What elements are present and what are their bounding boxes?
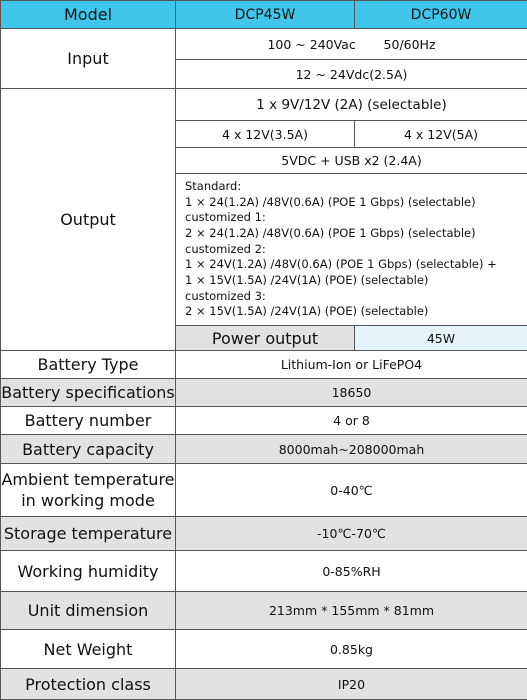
unit-dimension-value: 213mm * 155mm * 81mm xyxy=(176,592,527,630)
battery-spec-label: Battery specifications xyxy=(1,379,176,407)
battery-capacity-label: Battery capacity xyxy=(1,435,176,464)
output-ports-60w: 4 x 12V(5A) xyxy=(355,121,527,148)
output-option-line: 2 × 15V(1.5A) /24V(1A) (POE) (selectable) xyxy=(185,304,527,320)
output-main-value: 1 x 9V/12V (2A) (selectable) xyxy=(176,89,527,121)
storage-temperature-value: -10℃-70℃ xyxy=(176,517,527,551)
battery-type-value: Lithium-Ion or LiFePO4 xyxy=(176,351,527,379)
power-output-45w: 45W xyxy=(355,326,527,351)
output-option-line: 1 × 24(1.2A) /48V(0.6A) (POE 1 Gbps) (selectable) xyxy=(185,195,527,211)
output-ports-45w: 4 x 12V(3.5A) xyxy=(176,121,355,148)
power-output-label: Power output xyxy=(176,326,355,351)
output-option-line: 1 × 15V(1.5A) /24V(1A) (POE) (selectable) xyxy=(185,273,527,289)
input-dc-value: 12 ~ 24Vdc(2.5A) xyxy=(176,60,527,89)
battery-type-label: Battery Type xyxy=(1,351,176,379)
ambient-temperature-label-line-1: Ambient temperature xyxy=(1,469,175,490)
net-weight-label: Net Weight xyxy=(1,630,176,669)
battery-number-value: 4 or 8 xyxy=(176,407,527,435)
output-option-line: Standard: xyxy=(185,179,527,195)
net-weight-value: 0.85kg xyxy=(176,630,527,669)
ambient-temperature-label-line-2: in working mode xyxy=(1,490,175,511)
output-option-line: customized 1: xyxy=(185,210,527,226)
battery-number-label: Battery number xyxy=(1,407,176,435)
ambient-temperature-label xyxy=(1,464,176,517)
output-options xyxy=(176,174,527,326)
input-ac-value: 100 ~ 240Vac 50/60Hz xyxy=(176,29,527,60)
working-humidity-label: Working humidity xyxy=(1,551,176,592)
storage-temperature-label: Storage temperature xyxy=(1,517,176,551)
model-dcp60w: DCP60W xyxy=(355,1,527,29)
protection-class-value: IP20 xyxy=(176,669,527,700)
battery-capacity-value: 8000mah~208000mah xyxy=(176,435,527,464)
output-option-line: 1 × 24V(1.2A) /48V(0.6A) (POE 1 Gbps) (selectable) + xyxy=(185,257,527,273)
unit-dimension-label: Unit dimension xyxy=(1,592,176,630)
ambient-temperature-value: 0-40℃ xyxy=(176,464,527,517)
model-header: Model xyxy=(1,1,176,29)
input-label: Input xyxy=(1,29,176,89)
output-option-line: 2 × 24(1.2A) /48V(0.6A) (POE 1 Gbps) (selectable) xyxy=(185,226,527,242)
output-option-line: customized 2: xyxy=(185,242,527,258)
working-humidity-value: 0-85%RH xyxy=(176,551,527,592)
output-usb-value: 5VDC + USB x2 (2.4A) xyxy=(176,148,527,174)
battery-spec-value: 18650 xyxy=(176,379,527,407)
protection-class-label: Protection class xyxy=(1,669,176,700)
model-dcp45w: DCP45W xyxy=(176,1,355,29)
output-option-line: customized 3: xyxy=(185,289,527,305)
output-label: Output xyxy=(1,89,176,351)
